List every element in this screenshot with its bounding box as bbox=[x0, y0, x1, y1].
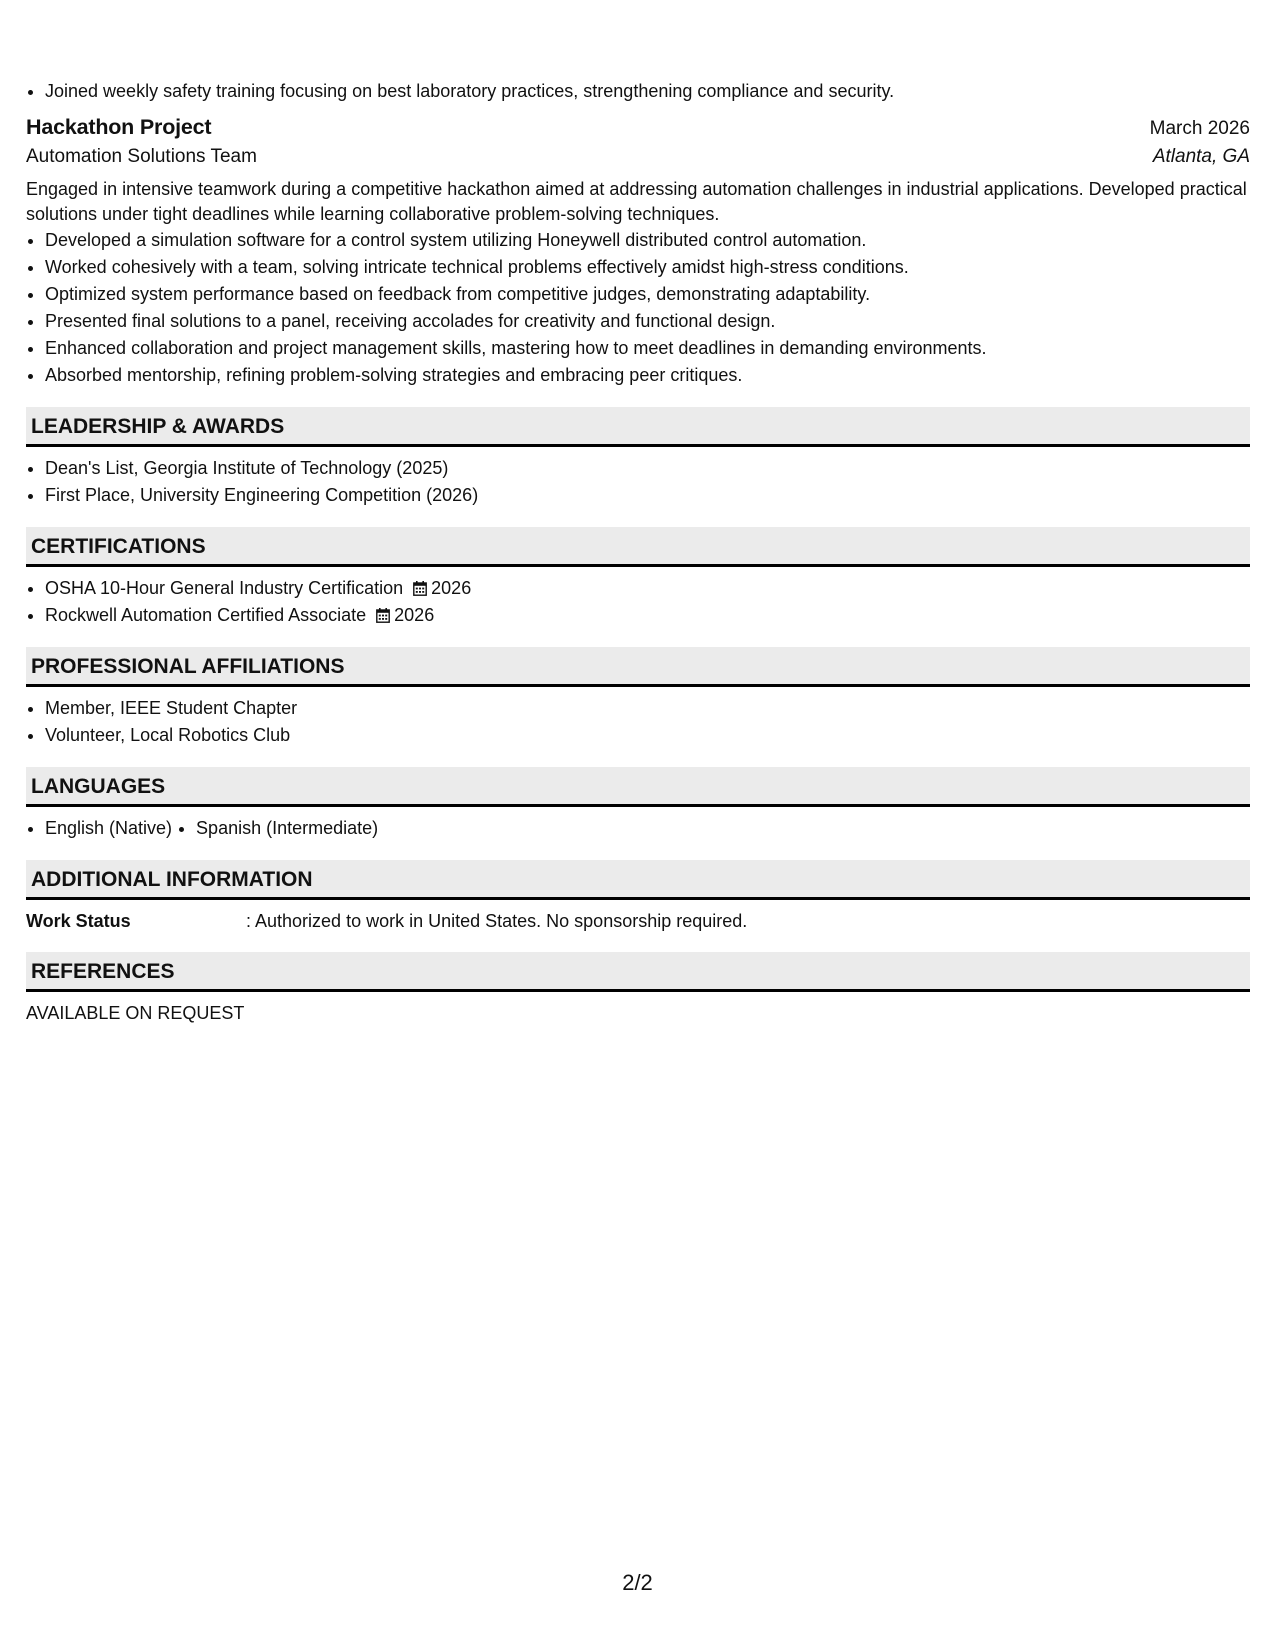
work-status-label: Work Status bbox=[26, 911, 131, 931]
references-text: AVAILABLE ON REQUEST bbox=[26, 1003, 245, 1023]
project-team: Automation Solutions Team bbox=[26, 146, 257, 167]
list-item: • Absorbed mentorship, refining problem-solving strategies and embracing peer critiques. bbox=[45, 362, 1250, 389]
certification-year: 2026 bbox=[394, 605, 435, 625]
calendar-icon bbox=[413, 577, 427, 592]
work-status-row bbox=[26, 908, 1250, 934]
project-location: Atlanta, GA bbox=[1152, 146, 1250, 167]
work-status-value: : Authorized to work in United States. No sponsorship required. bbox=[246, 911, 748, 931]
language-item: • English (Native) bbox=[45, 815, 172, 842]
section-heading-references: REFERENCES bbox=[26, 952, 1250, 992]
certification-item bbox=[45, 602, 1250, 629]
project-title: Hackathon Project bbox=[26, 115, 212, 139]
list-item: • Volunteer, Local Robotics Club bbox=[45, 722, 1250, 749]
section-heading-certifications: CERTIFICATIONS bbox=[26, 527, 1250, 567]
affiliations-list bbox=[26, 695, 1250, 749]
certification-name: OSHA 10-Hour General Industry Certification bbox=[45, 578, 404, 598]
project-description: Engaged in intensive teamwork during a competitive hackathon aimed at addressing automation challenges in industrial applications. Developed practical solutions under tight deadlines while learning collaborative problem-solving techniques. bbox=[26, 179, 1247, 224]
language-item: • Spanish (Intermediate) bbox=[196, 815, 378, 842]
languages-list bbox=[26, 815, 1250, 842]
list-item: • Worked cohesively with a team, solving intricate technical problems effectively amidst high-stress conditions. bbox=[45, 254, 1250, 281]
project-bullet-list bbox=[26, 227, 1250, 389]
list-item: • Optimized system performance based on feedback from competitive judges, demonstrating adaptability. bbox=[45, 281, 1250, 308]
project-date: March 2026 bbox=[1149, 118, 1250, 139]
project-entry bbox=[26, 115, 1250, 389]
certifications-list bbox=[26, 575, 1250, 629]
calendar-icon bbox=[376, 604, 390, 619]
list-item: • Developed a simulation software for a control system utilizing Honeywell distributed control automation. bbox=[45, 227, 1250, 254]
list-item: • First Place, University Engineering Competition (2026) bbox=[45, 482, 1250, 509]
leadership-list bbox=[26, 455, 1250, 509]
section-heading-languages: LANGUAGES bbox=[26, 767, 1250, 807]
resume-page bbox=[26, 78, 1250, 1026]
page-number: 2/2 bbox=[622, 1570, 653, 1595]
list-item: • Enhanced collaboration and project management skills, mastering how to meet deadlines in demanding environments. bbox=[45, 335, 1250, 362]
intro-bullet-list bbox=[26, 78, 1250, 105]
list-item: • Presented final solutions to a panel, receiving accolades for creativity and functional design. bbox=[45, 308, 1250, 335]
section-heading-leadership: LEADERSHIP & AWARDS bbox=[26, 407, 1250, 447]
section-heading-additional-info: ADDITIONAL INFORMATION bbox=[26, 860, 1250, 900]
certification-name: Rockwell Automation Certified Associate bbox=[45, 605, 367, 625]
certification-item bbox=[45, 575, 1250, 602]
certification-year: 2026 bbox=[431, 578, 472, 598]
list-item: • Dean's List, Georgia Institute of Technology (2025) bbox=[45, 455, 1250, 482]
list-item: • Joined weekly safety training focusing on best laboratory practices, strengthening compliance and security. bbox=[45, 78, 1250, 105]
list-item: • Member, IEEE Student Chapter bbox=[45, 695, 1250, 722]
section-heading-affiliations: PROFESSIONAL AFFILIATIONS bbox=[26, 647, 1250, 687]
